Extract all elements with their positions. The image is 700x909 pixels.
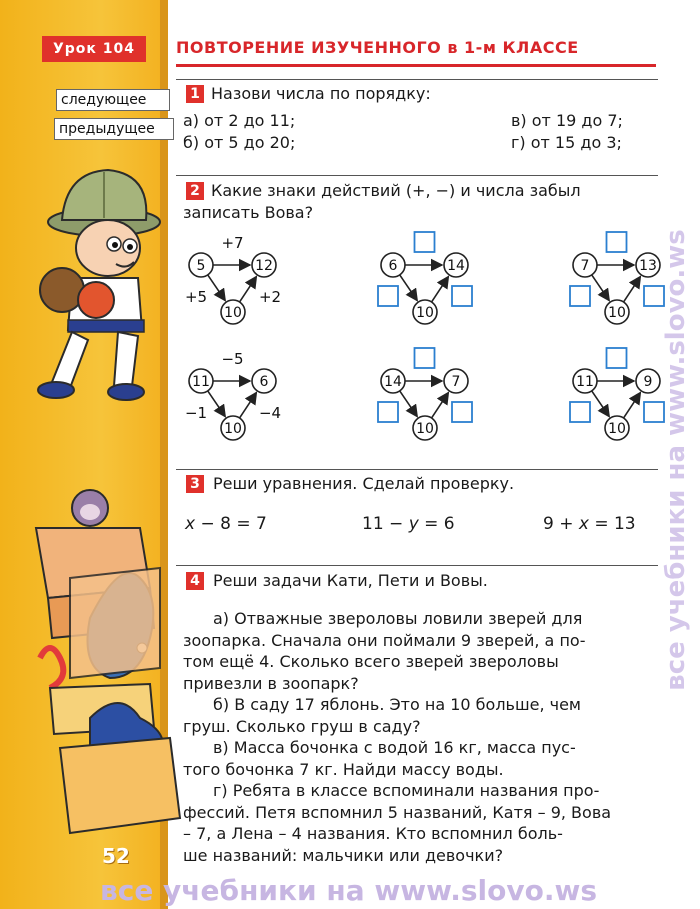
arrow-left xyxy=(592,391,609,417)
top-label: −5 xyxy=(221,350,244,368)
problem-b-line: груш. Сколько груш в саду? xyxy=(183,716,421,736)
task1-number: 1 xyxy=(186,85,204,103)
right-label: +2 xyxy=(258,288,282,306)
node-bottom: 10 xyxy=(224,305,242,321)
task1-item-g: г) от 15 до 3; xyxy=(511,133,622,152)
node-right: 7 xyxy=(451,374,461,390)
equation-2-pre: 11 − xyxy=(362,514,409,534)
node-right: 13 xyxy=(639,258,657,274)
left-blank-box xyxy=(570,402,590,422)
equation-2 xyxy=(362,514,455,534)
arrow-right xyxy=(240,277,257,302)
node-right: 14 xyxy=(447,258,465,274)
problem-a xyxy=(183,608,658,866)
node-left: 5 xyxy=(196,258,206,274)
right-blank-box xyxy=(452,286,472,306)
equation-3-var: x xyxy=(578,514,589,534)
task4-number: 4 xyxy=(186,572,204,590)
separator-task3 xyxy=(176,469,658,470)
problem-b-line: б) В саду 17 яблонь. Это на 10 больше, чем xyxy=(213,695,581,714)
task1-item-a: а) от 2 до 11; xyxy=(183,111,296,130)
right-blank-box xyxy=(452,402,472,422)
left-blank-box xyxy=(570,286,590,306)
problem-g-line: – 7, а Лена – 4 названия. Кто вспомнил боль- xyxy=(183,824,563,843)
left-blank-box xyxy=(378,286,398,306)
equation-2-var: y xyxy=(408,514,419,534)
arrow-left xyxy=(400,391,417,417)
task3-text: Реши уравнения. Сделай проверку. xyxy=(213,474,515,493)
left-label: +5 xyxy=(184,288,208,306)
watermark-bottom: все учебники на www.slovo.ws xyxy=(100,874,597,907)
node-bottom: 10 xyxy=(608,305,626,321)
prev-button[interactable]: предыдущее xyxy=(54,118,174,140)
page-number: 52 xyxy=(102,844,130,868)
equation-2-rest: = 6 xyxy=(418,514,455,534)
task1-item-v: в) от 19 до 7; xyxy=(511,111,623,130)
left-label: −1 xyxy=(184,404,208,422)
top-blank-box xyxy=(415,232,435,252)
equation-1-rest: − 8 = 7 xyxy=(195,514,267,534)
node-left: 11 xyxy=(192,374,210,390)
problem-v-line: в) Масса бочонка с водой 16 кг, масса пус- xyxy=(213,738,576,757)
diagram-1 xyxy=(185,234,281,324)
problem-a-line: том ещё 4. Сколько всего зверей звероловы xyxy=(183,652,559,671)
node-bottom: 10 xyxy=(416,421,434,437)
node-right: 12 xyxy=(255,258,273,274)
diagram-6 xyxy=(570,348,664,440)
node-left: 11 xyxy=(576,374,594,390)
left-blank-box xyxy=(378,402,398,422)
node-left: 6 xyxy=(388,258,398,274)
arrow-right xyxy=(624,277,641,302)
task2-line2: записать Вова? xyxy=(183,203,314,222)
next-button[interactable]: следующее xyxy=(56,89,170,111)
arrow-right xyxy=(432,277,449,302)
task4-text: Реши задачи Кати, Пети и Вовы. xyxy=(213,571,488,590)
right-label: −4 xyxy=(258,404,282,422)
problem-v-line: того бочонка 7 кг. Найди массу воды. xyxy=(183,759,504,779)
separator-task4 xyxy=(176,565,658,566)
arrow-right xyxy=(624,393,641,418)
problem-g-line: ше названий: мальчики или девочки? xyxy=(183,845,504,865)
problem-a-line: привезли в зоопарк? xyxy=(183,673,359,693)
diagram-3 xyxy=(570,232,664,324)
page-title-text: ПОВТОРЕНИЕ ИЗУЧЕННОГО в 1-м КЛАССЕ xyxy=(176,38,579,57)
arrow-left xyxy=(400,275,417,301)
arrow-right xyxy=(240,393,257,418)
diagram-4 xyxy=(185,350,281,440)
node-left: 14 xyxy=(384,374,402,390)
node-bottom: 10 xyxy=(608,421,626,437)
problem-g-line: г) Ребята в классе вспоминали названия про- xyxy=(213,781,600,800)
task1-text: Назови числа по порядку: xyxy=(211,84,431,103)
problem-a-line: а) Отважные звероловы ловили зверей для xyxy=(213,609,583,628)
equation-3 xyxy=(543,514,636,534)
diagram-5 xyxy=(378,348,472,440)
top-blank-box xyxy=(607,348,627,368)
top-blank-box xyxy=(415,348,435,368)
node-right: 9 xyxy=(643,374,653,390)
task3-number: 3 xyxy=(186,475,204,493)
node-bottom: 10 xyxy=(416,305,434,321)
top-blank-box xyxy=(607,232,627,252)
equation-1-var: x xyxy=(185,514,196,534)
node-bottom: 10 xyxy=(224,421,242,437)
arrow-left xyxy=(208,391,225,417)
node-right: 6 xyxy=(259,374,269,390)
arrow-left xyxy=(592,275,609,301)
top-label: +7 xyxy=(221,234,244,252)
task2-number: 2 xyxy=(186,182,204,200)
task1-item-b: б) от 5 до 20; xyxy=(183,133,296,152)
arrow-right xyxy=(432,393,449,418)
lesson-badge: Урок 104 xyxy=(42,36,146,62)
node-left: 7 xyxy=(580,258,590,274)
equation-3-pre: 9 + xyxy=(543,514,579,534)
arrow-left xyxy=(208,275,225,301)
problem-g-line: фессий. Петя вспомнил 5 названий, Катя – 9, Вова xyxy=(183,802,612,822)
task2-line1: Какие знаки действий (+, −) и числа забыл xyxy=(211,181,581,200)
watermark-side: все учебники на www.slovo.ws xyxy=(661,229,691,691)
diagram-2 xyxy=(378,232,472,324)
equation-3-rest: = 13 xyxy=(588,514,636,534)
problem-a-line: зоопарка. Сначала они поймали 9 зверей, а по- xyxy=(183,630,586,650)
equation-1 xyxy=(185,514,267,534)
